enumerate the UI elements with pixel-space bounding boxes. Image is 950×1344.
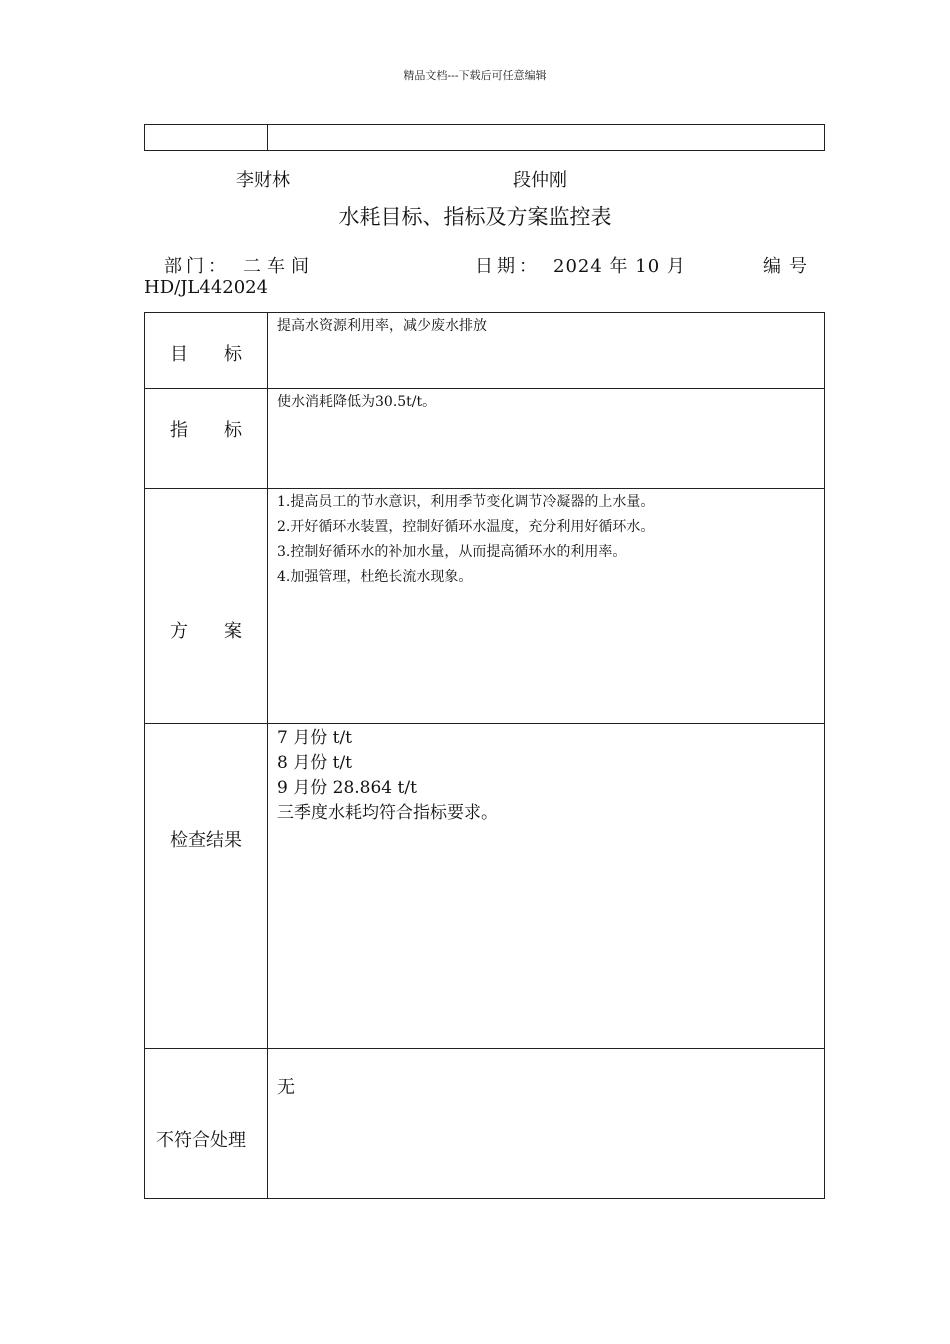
plan-item: 3.控制好循环水的补加水量，从而提高循环水的利用率。 — [277, 544, 627, 560]
row-divider — [144, 388, 825, 389]
header-note: 精品文档---下载后可任意编辑 — [403, 69, 547, 82]
result-line: 三季度水耗均符合指标要求。 — [277, 803, 498, 823]
plan-item: 2.开好循环水装置，控制好循环水温度，充分利用好循环水。 — [277, 519, 655, 535]
result-line: 9 月份 28.864 t/t — [277, 778, 417, 798]
target-content: 提高水资源利用率，减少废水排放 — [277, 318, 487, 334]
code-label: 编号 — [763, 256, 815, 277]
dept-label: 部门： — [164, 256, 230, 277]
top-row-divider — [267, 124, 268, 151]
top-empty-row — [144, 124, 825, 151]
result-line: 8 月份 t/t — [277, 753, 353, 773]
indicator-label: 指 标 — [170, 420, 242, 441]
signature-left: 李财林 — [236, 170, 290, 191]
row-divider — [144, 1048, 825, 1049]
target-label: 目 标 — [170, 344, 242, 365]
plan-item: 4.加强管理，杜绝长流水现象。 — [277, 569, 473, 585]
dept-value: 二车间 — [243, 256, 315, 277]
plan-label: 方 案 — [170, 621, 242, 642]
result-label: 检查结果 — [170, 830, 242, 851]
main-table — [144, 312, 825, 1199]
nonconform-content: 无 — [277, 1077, 295, 1098]
column-divider — [267, 312, 268, 1199]
page-title: 水耗目标、指标及方案监控表 — [338, 205, 612, 229]
row-divider — [144, 488, 825, 489]
date-value: 2024 年 10 月 — [553, 256, 686, 277]
indicator-content: 使水消耗降低为30.5t/t。 — [277, 394, 437, 410]
nonconform-label: 不符合处理 — [156, 1130, 246, 1151]
plan-item: 1.提高员工的节水意识，利用季节变化调节冷凝器的上水量。 — [277, 494, 655, 510]
signature-right: 段仲刚 — [513, 170, 567, 191]
row-divider — [144, 723, 825, 724]
result-line: 7 月份 t/t — [277, 728, 353, 748]
code-value: HD/JL442024 — [144, 277, 269, 298]
date-label: 日期： — [475, 256, 541, 277]
